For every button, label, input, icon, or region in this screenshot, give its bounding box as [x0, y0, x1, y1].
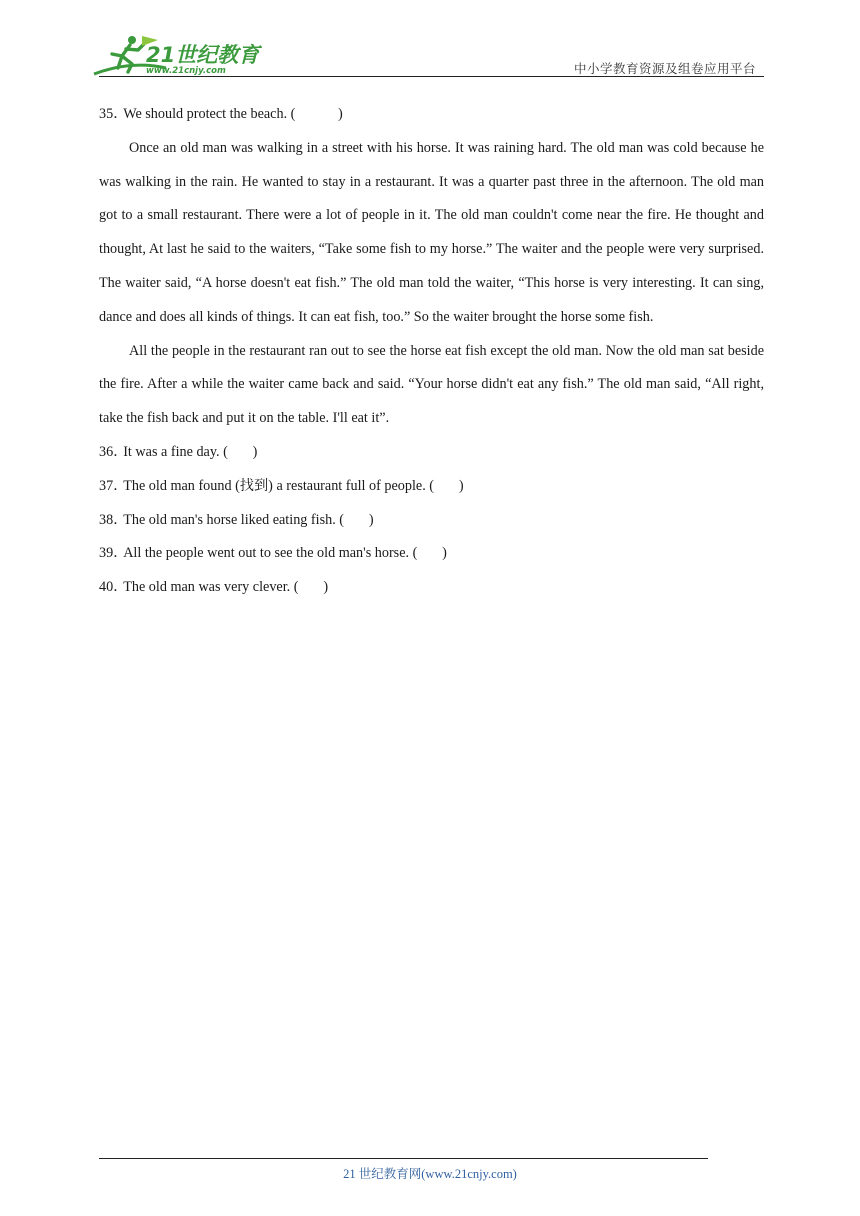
question-text: The old man was very clever. ( ): [123, 579, 329, 596]
footer-divider: [99, 1158, 708, 1159]
question-35: 35 ． We should protect the beach. ( ): [99, 98, 764, 132]
passage-paragraph-1: Once an old man was walking in a street with his horse. It was raining hard. The old man was cold because he was walking in the rain. He wanted to stay in a restaurant. It was a quarter past three in the afternoon. The old man got to a small restaurant. There were a lot of people in it. The old man couldn't come near the fire. He thought and thought, At last he said to the waiters, “Take some fish to my horse.” The waiter and the people were very surprised. The waiter said, “A horse doesn't eat fish.” The old man told the waiter, “This horse is very interesting. It can sing, dance and does all kinds of things. It can eat fish, too.” So the waiter brought the horse some fish.: [99, 139, 764, 325]
question-text: All the people went out to see the old man's horse. ( ): [123, 545, 447, 562]
question-37: 37 ． The old man found (找到) a restaurant full of people. ( ): [99, 470, 764, 504]
question-text: We should protect the beach. ( ): [123, 106, 343, 122]
question-text: It was a fine day. ( ): [123, 443, 258, 460]
question-text: The old man's horse liked eating fish. ( ): [123, 511, 374, 528]
question-number: 39: [99, 545, 114, 562]
logo-cn-text: 21世纪教育: [146, 43, 260, 67]
logo-url-text: www.21cnjy.com: [146, 66, 226, 76]
question-39: 39 ． All the people went out to see the old man's horse. ( ): [99, 537, 764, 571]
site-logo[interactable]: [92, 34, 262, 76]
platform-title: 中小学教育资源及组卷应用平台: [573, 61, 756, 76]
question-38: 38 ． The old man's horse liked eating fish. ( ): [99, 504, 764, 538]
question-number: 36: [99, 443, 114, 460]
page-header: [0, 0, 860, 80]
footer-link[interactable]: 21 世纪教育网(www.21cnjy.com): [343, 1167, 517, 1181]
question-40: 40 ． The old man was very clever. ( ): [99, 571, 764, 605]
logo-runner-icon: [92, 34, 262, 76]
header-divider: [99, 76, 764, 77]
question-number: 35: [99, 106, 114, 122]
question-text: The old man found (找到) a restaurant full of people. ( ): [123, 477, 464, 494]
question-number: 40: [99, 579, 114, 596]
question-number: 38: [99, 511, 114, 528]
question-number: 37: [99, 477, 114, 494]
question-content: [99, 98, 764, 605]
question-36: 36 ． It was a fine day. ( ): [99, 436, 764, 470]
passage-paragraph-2: All the people in the restaurant ran out to see the horse eat fish except the old man. Now the old man sat beside the fire. After a while the waiter came back and said. “Your horse didn't eat any fish.” The old man said, “All right, take the fish back and put it on the table. I'll eat it”.: [99, 342, 764, 427]
